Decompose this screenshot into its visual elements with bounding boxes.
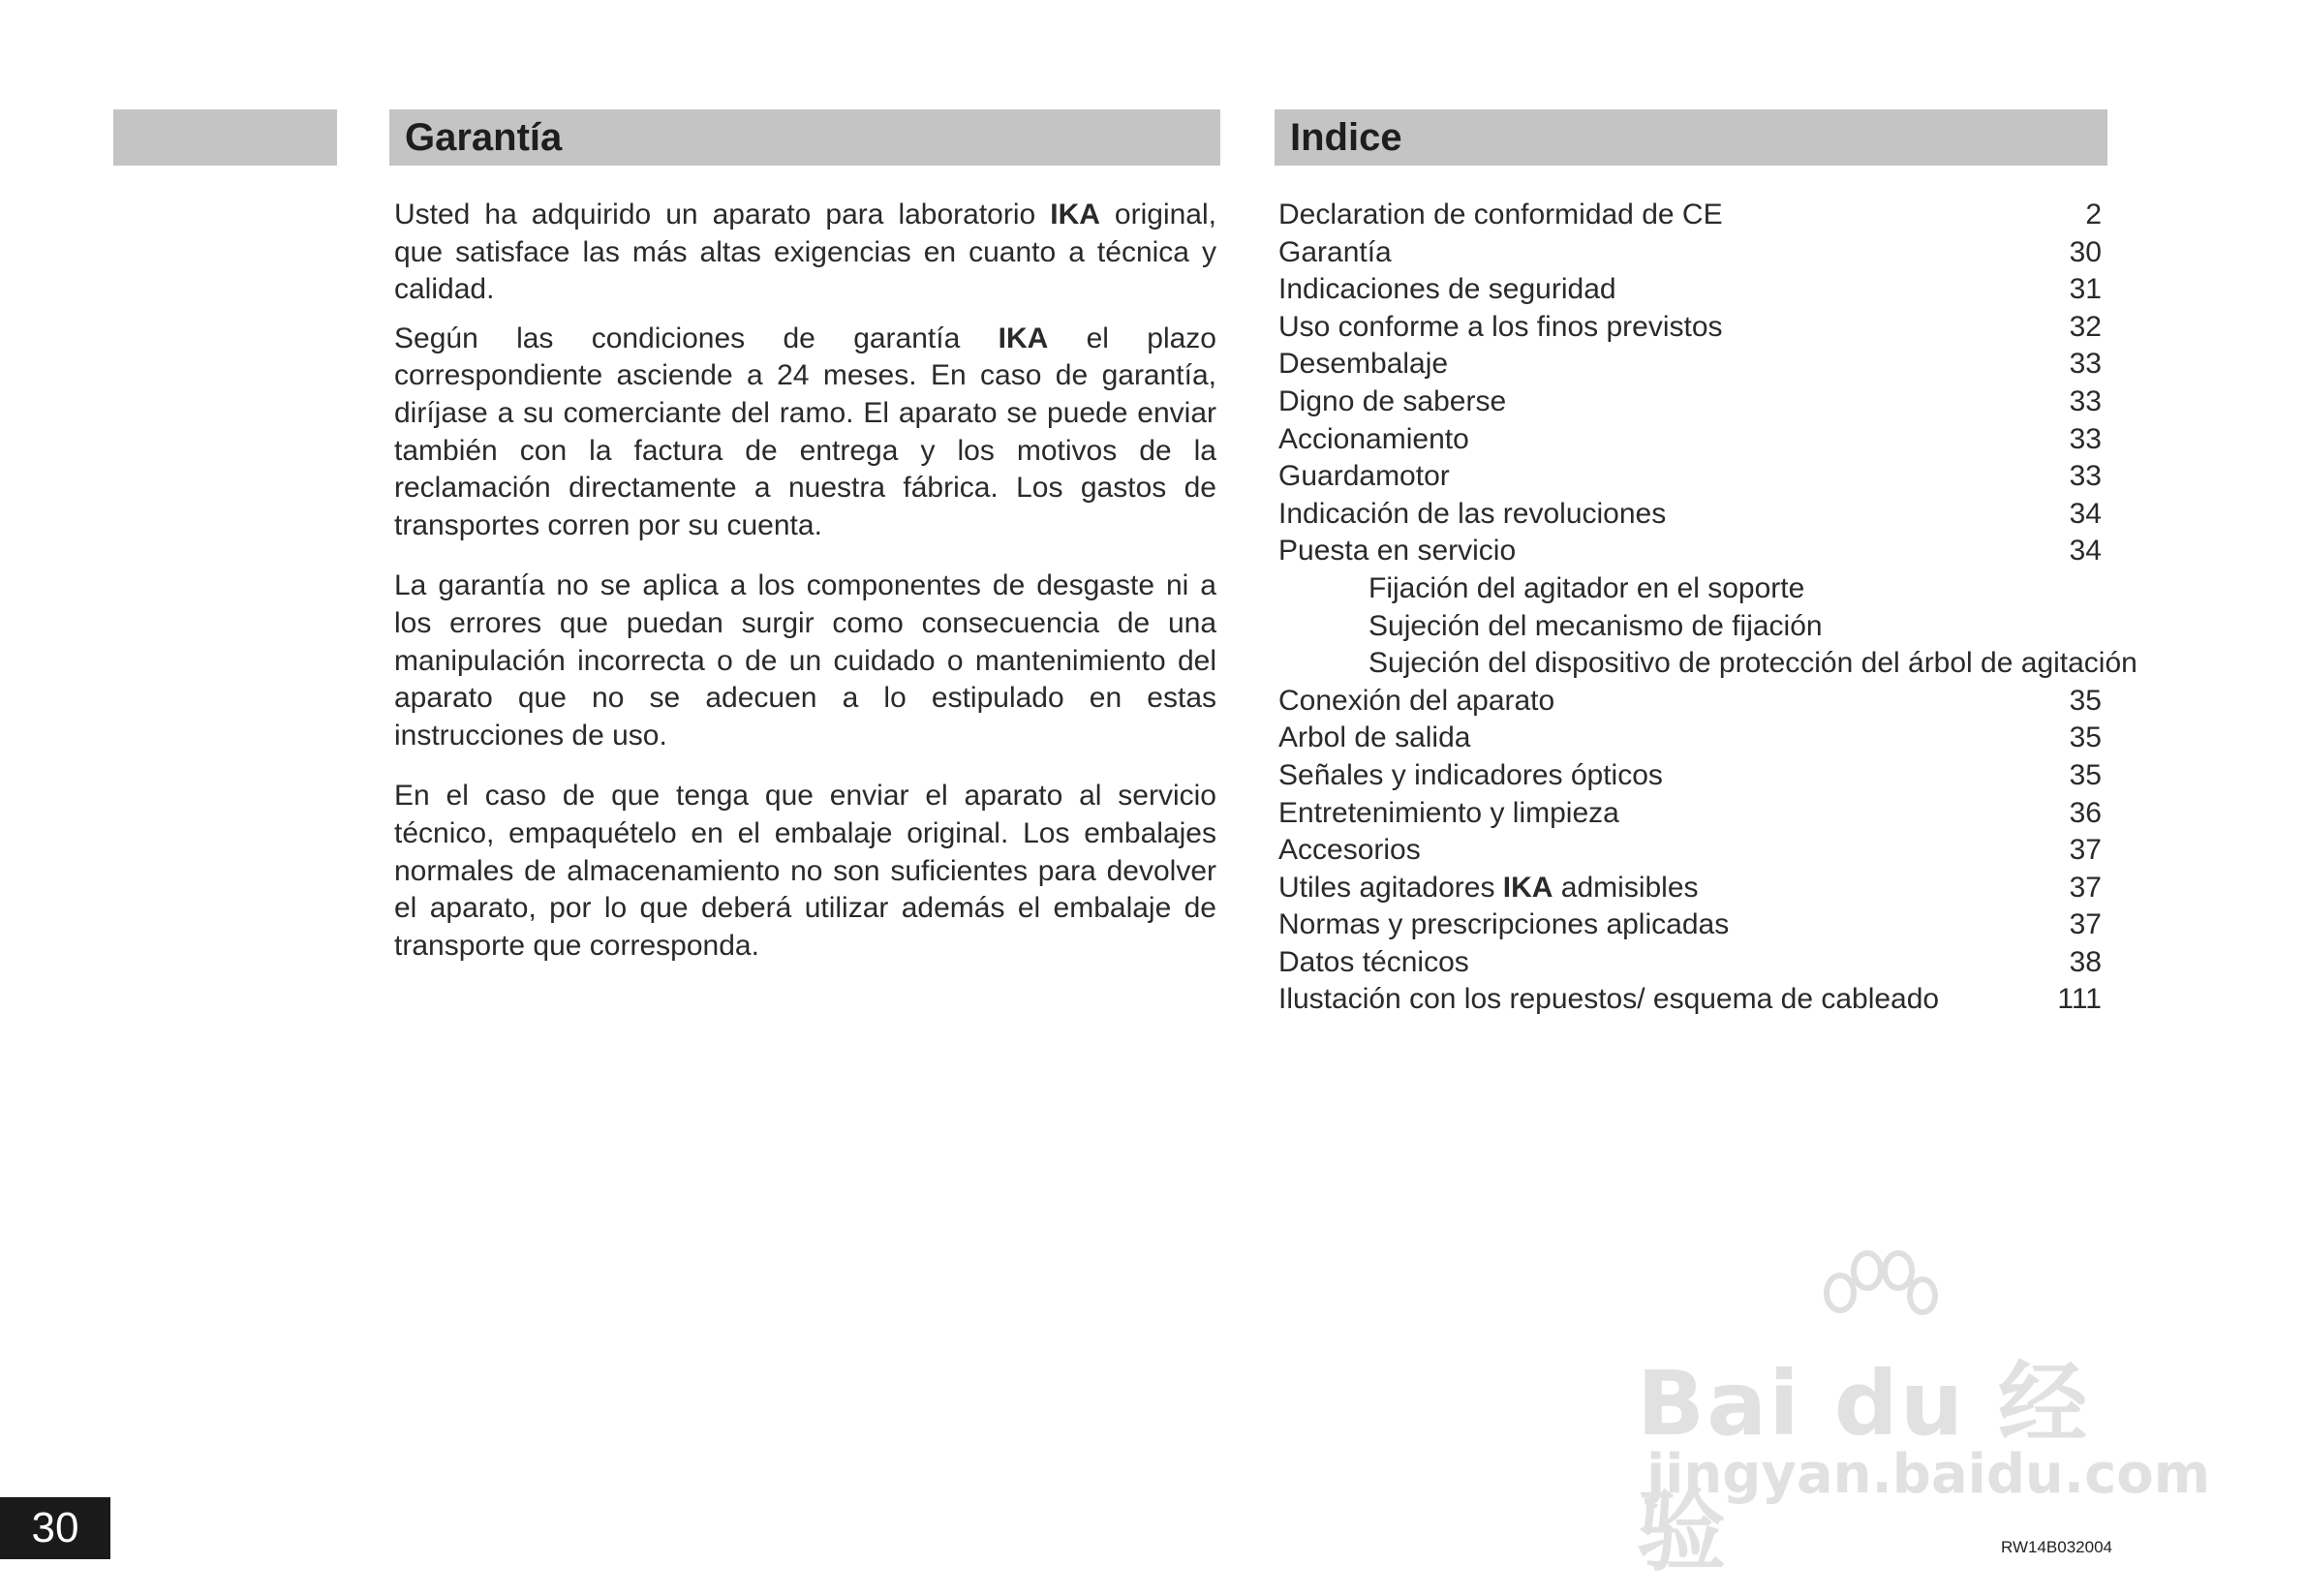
toc-entry: Puesta en servicio 34	[1278, 535, 2102, 568]
toc-entry: Normas y prescripciones aplicadas 37	[1278, 908, 2102, 941]
toc-entry: Entretenimiento y limpieza 36	[1278, 796, 2102, 829]
side-header-bar	[113, 109, 337, 166]
garantia-paragraph-2: Según las condiciones de garantía IKA el plazo correspondiente asciende a 24 meses. En caso de garantía, diríjase a su comerciante del ramo. El aparato se puede enviar también con la factura de entrega y los motivos de la reclamación directamente a nuestra fábrica. Los gastos de transportes corren por su cuenta.	[394, 322, 1216, 541]
toc-entry: Indicación de las revoluciones 34	[1278, 497, 2102, 530]
table-of-contents	[1278, 197, 2137, 1019]
toc-entry: Desembalaje 33	[1278, 348, 2102, 381]
toc-entry: Uso conforme a los finos previstos 32	[1278, 310, 2102, 343]
toc-entry: Garantía 30	[1278, 235, 2102, 268]
watermark-url-text: jingyan.baidu.com	[1646, 1443, 2211, 1506]
ika-brand: IKA	[1050, 199, 1100, 230]
garantia-paragraph-4: En el caso de que tenga que enviar el aparato al servicio técnico, empaquételo en el embalaje original. Los embalajes normales de almacenamiento no son suficientes para devolver el aparato, por lo que deberá utilizar además el embalaje de transporte que corresponda.	[394, 780, 1216, 962]
toc-subentry: Fijación del agitador en el soporte	[1368, 571, 1805, 604]
ika-brand: IKA	[998, 322, 1049, 354]
toc-entry: Guardamotor 33	[1278, 460, 2102, 493]
toc-entry: Accesorios 37	[1278, 834, 2102, 867]
toc-entry: Señales y indicadores ópticos 35	[1278, 758, 2102, 791]
ika-brand: IKA	[1502, 871, 1553, 904]
toc-subentry: Sujeción del dispositivo de protección del árbol de agitación	[1368, 647, 2137, 680]
toc-subentry: Sujeción del mecanismo de fijación	[1368, 609, 1823, 642]
toc-entry: Ilustación con los repuestos/ esquema de cableado 111	[1278, 983, 2102, 1016]
garantia-body	[394, 197, 1216, 965]
garantia-paragraph-3: La garantía no se aplica a los componentes de desgaste ni a los errores que puedan surgir como consecuencia de una manipulación incorrecta o de un cuidado o mantenimiento del aparato que no se adecuen a lo estipulado en estas instrucciones de uso.	[394, 569, 1216, 752]
page-number: 30	[0, 1497, 110, 1559]
toc-entry: Declaration de conformidad de CE 2	[1278, 199, 2102, 230]
watermark-main-text: Bai du 经验	[1637, 1352, 2090, 1583]
toc-entry: Indicaciones de seguridad 31	[1278, 273, 2102, 306]
toc-entry: Digno de saberse 33	[1278, 384, 2102, 417]
indice-heading: Indice	[1275, 109, 2107, 166]
document-code: RW14B032004	[2001, 1538, 2112, 1556]
toc-entry: Arbol de salida 35	[1278, 721, 2102, 754]
garantia-heading: Garantía	[389, 109, 1220, 166]
toc-entry: Datos técnicos 38	[1278, 945, 2102, 978]
toc-entry: Accionamiento 33	[1278, 422, 2102, 455]
toc-entry: Conexión del aparato 35	[1278, 684, 2102, 717]
toc-entry: Utiles agitadores IKA admisibles 37	[1278, 871, 2102, 904]
garantia-paragraph-1: Usted ha adquirido un aparato para laboratorio IKA original, que satisface las más altas exigencias en cuanto a técnica y calidad.	[394, 199, 1216, 306]
